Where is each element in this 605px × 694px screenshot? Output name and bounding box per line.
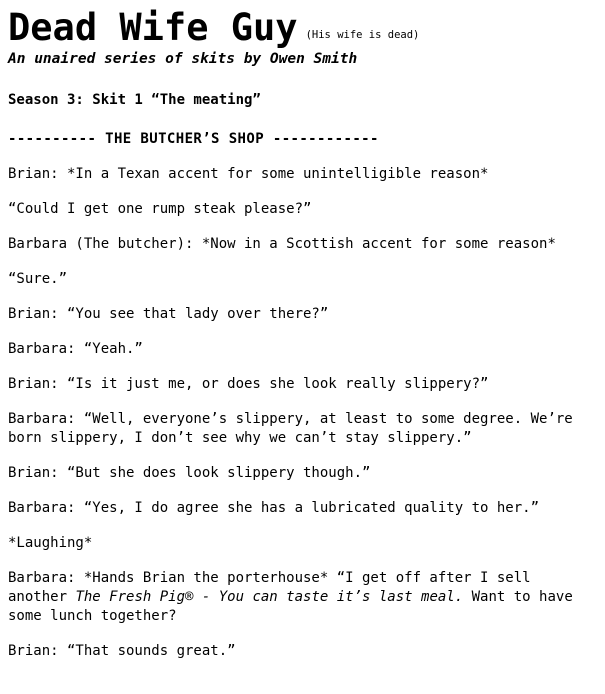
product-name: The Fresh Pig® - You can taste it’s last meal.: [75, 589, 464, 605]
porterhouse-text-post: Want to have some lunch together?: [8, 589, 582, 624]
title-row: [8, 8, 595, 48]
script-line: Barbara: “Yeah.”: [8, 341, 143, 357]
script-line: *Laughing*: [8, 535, 93, 551]
scene-heading: ---------- THE BUTCHER’S SHOP ------------: [8, 131, 379, 147]
script-line: “Sure.”: [8, 271, 68, 287]
script-line: Barbara: “Well, everyone’s slippery, at least to some degree. We’re born slippery, I don’t see why we can’t stay slippery.”: [8, 411, 582, 446]
script-line: Brian: “Is it just me, or does she look really slippery?”: [8, 376, 489, 392]
season-skit-heading: Season 3: Skit 1 “The meating”: [8, 92, 261, 108]
page-title: Dead Wife Guy: [8, 6, 298, 49]
script-line: “Could I get one rump steak please?”: [8, 201, 312, 217]
subtitle: An unaired series of skits by Owen Smith: [8, 51, 358, 67]
script-line: Brian: “But she does look slippery though.”: [8, 465, 371, 481]
script-line: Brian: “That sounds great.”: [8, 643, 236, 659]
script-line-porterhouse: [8, 569, 595, 626]
script-line: Brian: “You see that lady over there?”: [8, 306, 329, 322]
script-line: Brian: *In a Texan accent for some unintelligible reason*: [8, 166, 489, 182]
title-parenthetical: (His wife is dead): [305, 29, 420, 41]
script-line: Barbara: “Yes, I do agree she has a lubricated quality to her.”: [8, 500, 540, 516]
script-line: Barbara (The butcher): *Now in a Scottish accent for some reason*: [8, 236, 556, 252]
porterhouse-text-pre: Barbara: *Hands Brian the porterhouse* “I get off after I sell another: [8, 570, 540, 605]
